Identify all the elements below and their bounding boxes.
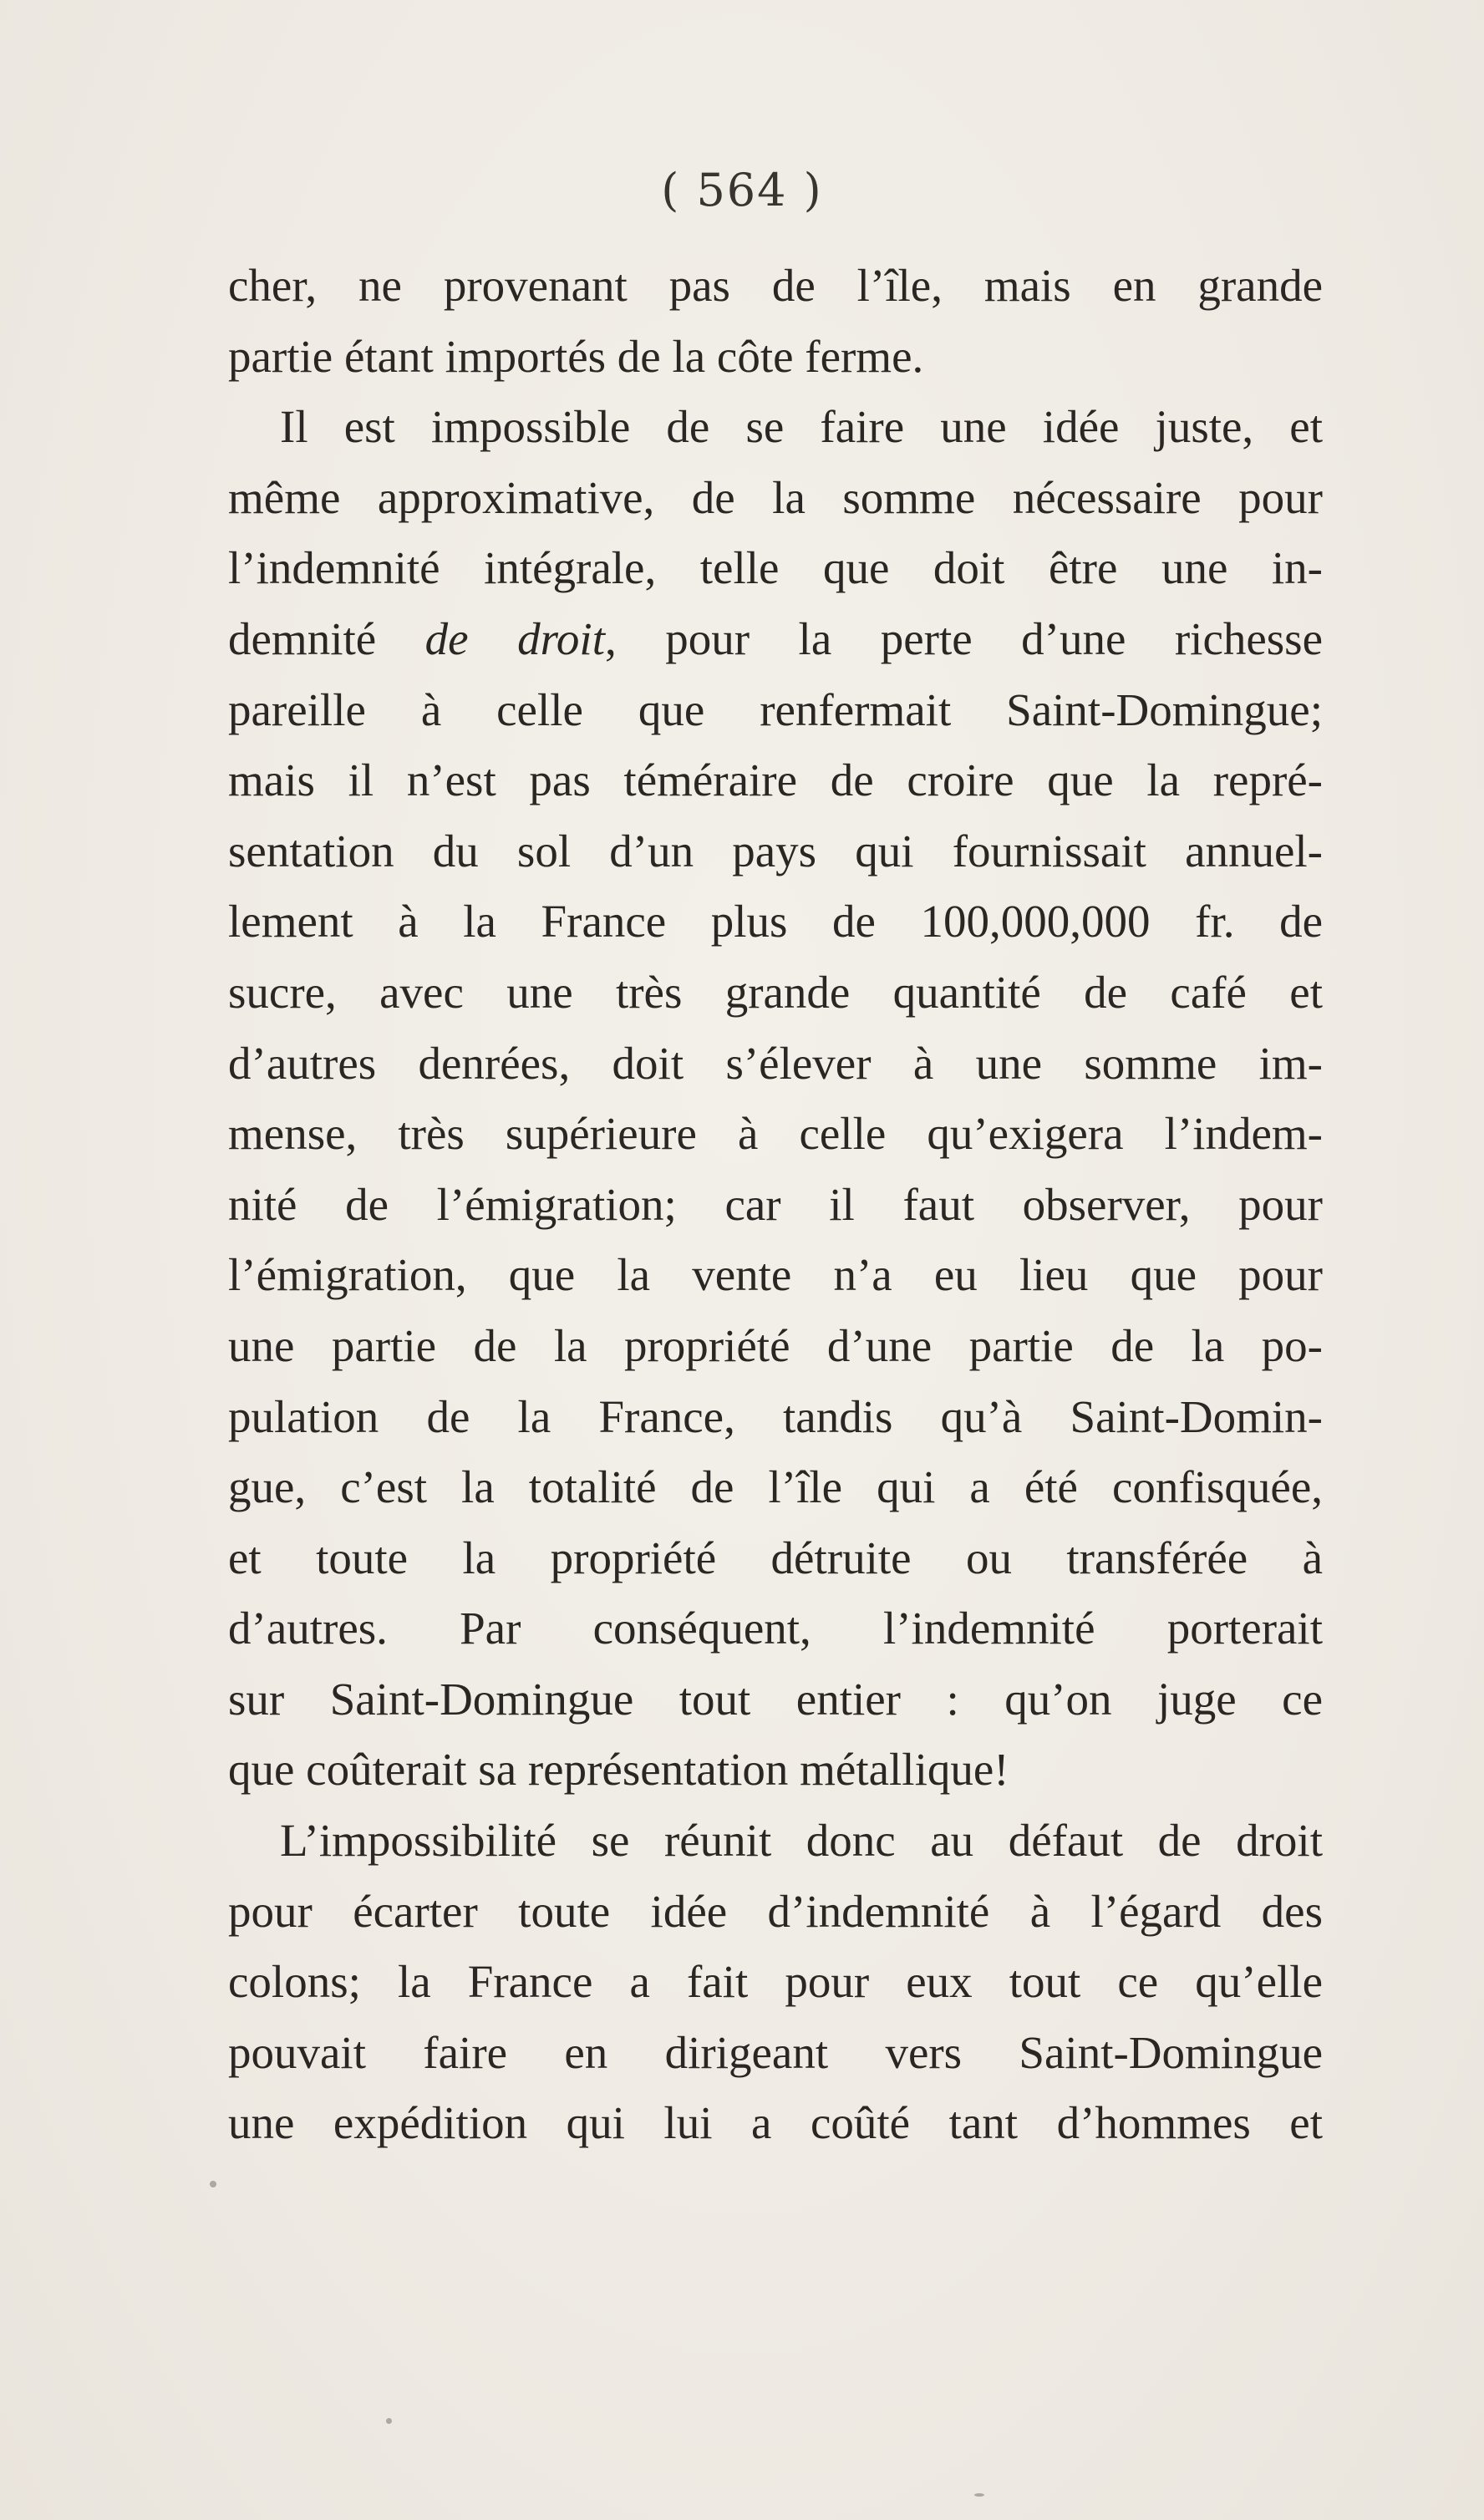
text-line: pareille à celle que renfermait Saint-Domingue; xyxy=(228,683,1323,735)
text-line: sucre, avec une très grande quantité de café et xyxy=(228,966,1323,1018)
paper-speck xyxy=(974,2493,984,2497)
text-line: L’impossibilité se réunit donc au défaut de droit xyxy=(280,1815,1323,1867)
text-line: même approximative, de la somme nécessaire pour xyxy=(228,471,1323,523)
text-line: partie étant importés de la côte ferme. xyxy=(228,330,924,382)
text-line-with-italic xyxy=(228,604,1323,675)
body-text xyxy=(228,251,1323,2159)
paper-speck xyxy=(386,2418,392,2424)
text-line: pour écarter toute idée d’indemnité à l’égard des xyxy=(228,1885,1323,1937)
italic-phrase: de droit xyxy=(424,612,605,664)
text-line: l’indemnité intégrale, telle que doit être une in- xyxy=(228,542,1323,594)
text-line: d’autres. Par conséquent, l’indemnité porterait xyxy=(228,1603,1323,1654)
text-line: lement à la France plus de 100,000,000 fr. de xyxy=(228,896,1323,948)
text-line: pulation de la France, tandis qu’à Saint-Domin- xyxy=(228,1390,1323,1442)
text-line: d’autres denrées, doit s’élever à une somme im- xyxy=(228,1037,1323,1089)
text-line: une partie de la propriété d’une partie de la po- xyxy=(228,1319,1323,1371)
text-segment: demnité xyxy=(228,612,425,664)
text-line: et toute la propriété détruite ou transférée à xyxy=(228,1532,1323,1583)
text-line: gue, c’est la totalité de l’île qui a été confisquée, xyxy=(228,1461,1323,1513)
page-number: ( 564 ) xyxy=(661,164,823,216)
text-segment: , pour la perte d’une richesse xyxy=(605,612,1323,664)
text-line: mense, très supérieure à celle qu’exigera l’indem- xyxy=(228,1108,1323,1160)
text-line: cher, ne provenant pas de l’île, mais en grande xyxy=(228,260,1323,311)
text-line: sur Saint-Domingue tout entier : qu’on juge ce xyxy=(228,1673,1323,1725)
text-line: pouvait faire en dirigeant vers Saint-Domingue xyxy=(228,2026,1323,2078)
text-line: colons; la France a fait pour eux tout ce qu’elle xyxy=(228,1956,1323,2008)
text-line: sentation du sol d’un pays qui fournissait annuel- xyxy=(228,825,1323,876)
paper-speck xyxy=(210,2181,216,2187)
text-line: Il est impossible de se faire une idée juste, et xyxy=(280,401,1323,453)
text-line: que coûterait sa représentation métallique! xyxy=(228,1744,1009,1796)
text-line: une expédition qui lui a coûté tant d’hommes et xyxy=(228,2097,1323,2149)
text-line: mais il n’est pas téméraire de croire que la repré- xyxy=(228,754,1323,806)
text-line: nité de l’émigration; car il faut observer, pour xyxy=(228,1178,1323,1230)
text-line: l’émigration, que la vente n’a eu lieu que pour xyxy=(228,1249,1323,1301)
